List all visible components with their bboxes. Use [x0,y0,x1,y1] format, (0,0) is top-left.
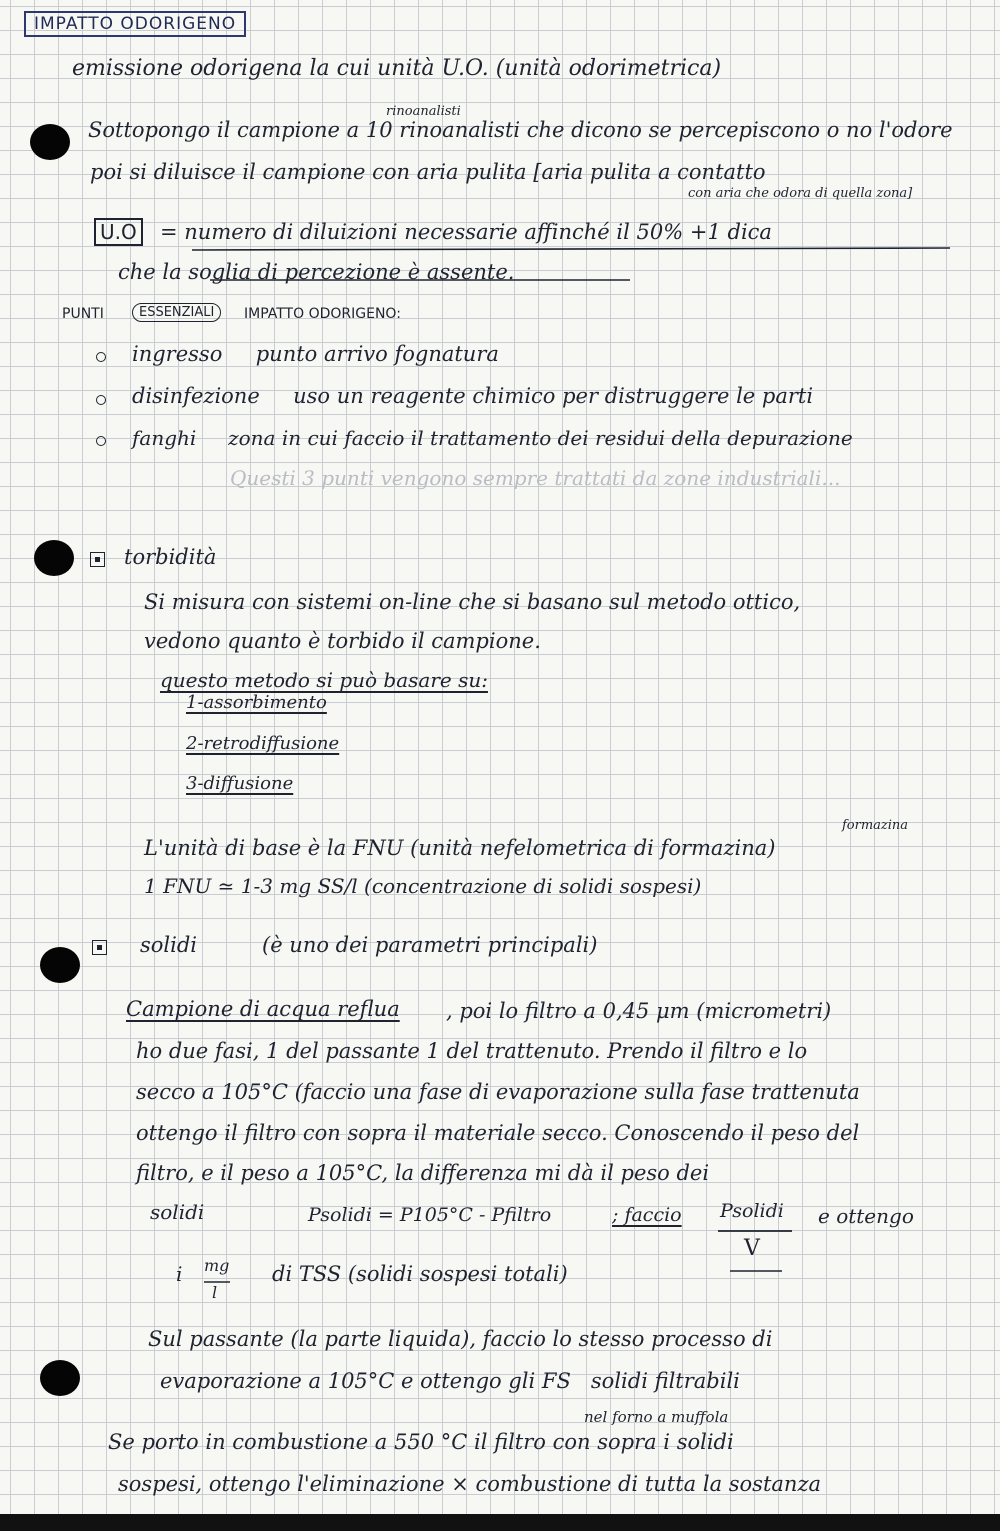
page-edge [0,1514,1000,1531]
points-heading-a: PUNTI [62,306,104,322]
turbidity-unit-line: L'unità di base è la FNU (unità nefelometrica di formazina) [144,836,776,860]
binder-hole [40,1360,80,1396]
turbidity-annotation-formazina: formazina [842,818,909,833]
binder-hole [34,540,74,576]
solids-annotation-muffola: nel forno a muffola [584,1408,729,1426]
solids-line-9: evaporazione a 105°C e ottengo gli FS solidi filtrabili [160,1369,740,1393]
turbidity-method-3: 3-diffusione [186,773,294,794]
checkbox-icon [92,940,107,955]
solids-line-6a: solidi [150,1200,205,1224]
unit-numerator: mg [204,1256,230,1275]
unit-fraction-bar [202,1279,234,1285]
odour-line-4: = numero di diluizioni necessarie affinché il 50% +1 dica [160,220,772,244]
solids-formula: Psolidi = P105°C - Pfiltro [308,1204,552,1226]
underline-stroke [190,244,960,294]
solids-line-2: ho due fasi, 1 del passante 1 del trattenuto. Prendo il filtro e lo [136,1039,808,1063]
solids-line-8: Sul passante (la parte liquida), faccio lo stesso processo di [148,1327,773,1351]
faded-note: Questi 3 punti vengono sempre trattati da zone industriali... [230,466,841,490]
turbidity-line-2: vedono quanto è torbido il campione. [144,629,541,653]
odour-line-2: Sottopongo il campione a 10 rinoanalisti che dicono se percepiscono o no l'odore [88,118,953,142]
turbidity-equivalence-line: 1 FNU ≃ 1-3 mg SS/l (concentrazione di solidi sospesi) [144,874,702,898]
turbidity-method-2: 2-retrodiffusione [186,733,340,754]
turbidity-line-1: Si misura con sistemi on-line che si basano sul metodo ottico, [144,590,801,614]
solids-line-3: secco a 105°C (faccio una fase di evaporazione sulla fase trattenuta [136,1080,860,1104]
bullet-icon [96,436,106,446]
turbidity-line-3: questo metodo si può basare su: [160,668,488,692]
odour-annotation-rinoanalisti: rinoanalisti [386,104,461,119]
solids-line-1a: Campione di acqua reflua [126,997,400,1021]
solids-line-4: ottengo il filtro con sopra il materiale secco. Conoscendo il peso del [136,1121,860,1145]
solids-line-11: sospesi, ottengo l'eliminazione × combustione di tutta la sostanza [118,1472,822,1496]
bullet-icon [96,352,106,362]
underline-stroke [728,1268,788,1274]
uo-label: U.O [94,218,143,246]
binder-hole [40,947,80,983]
solids-line-7b: di TSS (solidi sospesi totali) [272,1262,568,1286]
points-heading-b: ESSENZIALI [132,303,221,322]
solids-line-6b: ; faccio [612,1204,682,1226]
solids-line-1b: , poi lo filtro a 0,45 μm (micrometri) [446,999,832,1023]
odour-annotation-zone: con aria che odora di quella zona] [688,186,913,201]
solids-line-5: filtro, e il peso a 105°C, la differenza mi dà il peso dei [136,1161,710,1185]
fraction-numerator: Psolidi [720,1200,784,1222]
points-item-ingresso: ingresso punto arrivo fognatura [132,342,499,366]
binder-hole [30,124,70,160]
odour-line-5: che la soglia di percezione è assente. [118,260,515,284]
solids-line-10: Se porto in combustione a 550 °C il filtro con sopra i solidi [108,1430,734,1454]
checkbox-icon [90,552,105,567]
turbidity-method-1: 1-assorbimento [186,692,327,713]
solids-title: solidi [140,933,198,957]
bullet-icon [96,395,106,405]
solids-subtitle: (è uno dei parametri principali) [262,933,598,957]
odour-line-3: poi si diluisce il campione con aria pulita [aria pulita a contatto [90,160,766,184]
fraction-denominator: V [744,1236,760,1261]
turbidity-title: torbidità [124,545,217,569]
points-heading-c: IMPATTO ODORIGENO: [244,306,401,322]
unit-denominator: l [212,1283,218,1302]
solids-line-6c: e ottengo [818,1204,914,1228]
points-item-disinfezione: disinfezione uso un reagente chimico per distruggere le parti [132,384,814,408]
solids-line-7a: i [176,1262,183,1286]
points-item-fanghi: fanghi zona in cui faccio il trattamento dei residui della depurazione [132,426,853,450]
fraction-bar [716,1228,796,1234]
odour-line-1: emissione odorigena la cui unità U.O. (unità odorimetrica) [72,56,722,81]
page-title: IMPATTO ODORIGENO [24,11,246,37]
